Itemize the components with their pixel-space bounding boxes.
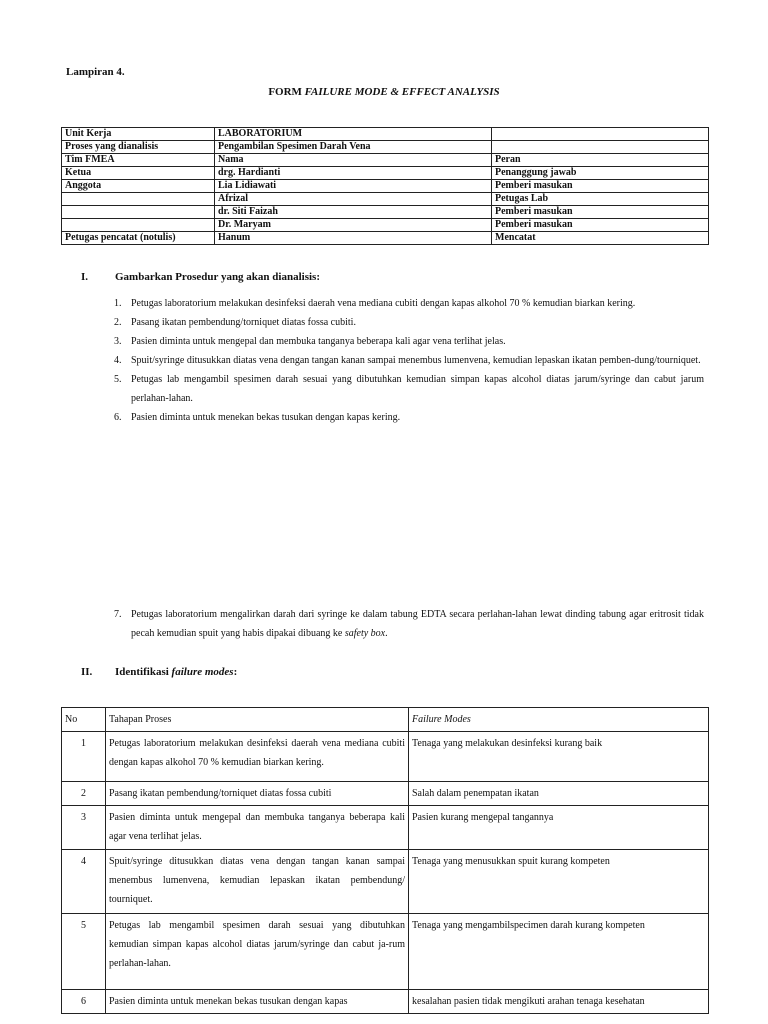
table-cell-no: 1 bbox=[62, 732, 106, 782]
table-cell-no: 5 bbox=[62, 914, 106, 990]
table-cell-proc: Pasien diminta untuk mengepal dan membuka tanganya beberapa kali agar vena terlihat jelas. bbox=[106, 806, 409, 850]
table-row bbox=[62, 193, 709, 206]
step-text: Pasien diminta untuk menekan bekas tusukan dengan kapas kering. bbox=[131, 412, 401, 423]
table-row bbox=[62, 782, 709, 806]
table-cell: Lia Lidiawati bbox=[215, 180, 492, 193]
table-row bbox=[62, 206, 709, 219]
list-item bbox=[114, 605, 704, 643]
list-item bbox=[114, 408, 704, 427]
list-item bbox=[114, 294, 704, 313]
header-proc: Tahapan Proses bbox=[106, 708, 409, 732]
table-cell: Anggota bbox=[62, 180, 215, 193]
list-item bbox=[114, 332, 704, 351]
table-cell-proc: Pasien diminta untuk menekan bekas tusukan dengan kapas bbox=[106, 990, 409, 1014]
step-text: Petugas laboratorium melakukan desinfeksi daerah vena mediana cubiti dengan kapas alkohol 70 % kemudian biarkan kering. bbox=[131, 298, 636, 309]
table-cell: LABORATORIUM bbox=[215, 128, 492, 141]
table-cell-proc: Petugas laboratorium melakukan desinfeksi daerah vena mediana cubiti dengan kapas alkohol 70 % kemudian biarkan kering. bbox=[106, 732, 409, 782]
step-number: 4. bbox=[114, 355, 122, 366]
step-number: 7. bbox=[114, 609, 122, 620]
table-row bbox=[62, 732, 709, 782]
table-cell bbox=[62, 206, 215, 219]
table-cell bbox=[62, 193, 215, 206]
table-row bbox=[62, 914, 709, 990]
table-cell-no: 6 bbox=[62, 990, 106, 1014]
table-cell: Pemberi masukan bbox=[492, 180, 709, 193]
table-row bbox=[62, 154, 709, 167]
step-number: 6. bbox=[114, 412, 122, 423]
list-item bbox=[114, 370, 704, 408]
table-cell-no: 4 bbox=[62, 850, 106, 914]
step-number: 5. bbox=[114, 374, 122, 385]
table-row bbox=[62, 141, 709, 154]
section-2-number: II. bbox=[81, 666, 93, 678]
step-text: Pasang ikatan pembendung/torniquet diatas fossa cubiti. bbox=[131, 317, 356, 328]
table-cell-fm: Salah dalam penempatan ikatan bbox=[409, 782, 709, 806]
table-row bbox=[62, 180, 709, 193]
table-header-row bbox=[62, 708, 709, 732]
step-text-end: . bbox=[385, 628, 388, 639]
table-cell: dr. Siti Faizah bbox=[215, 206, 492, 219]
form-title bbox=[0, 86, 768, 98]
table-cell-fm: Pasien kurang mengepal tangannya bbox=[409, 806, 709, 850]
table-cell: Pengambilan Spesimen Darah Vena bbox=[215, 141, 492, 154]
table-cell-proc: Spuit/syringe ditusukkan diatas vena dengan tangan kanan sampai menembus lumenvena, kemudian lepaskan ikatan pembendung/ tourniquet. bbox=[106, 850, 409, 914]
section-2-title-italic: failure modes bbox=[171, 666, 234, 678]
table-cell: Proses yang dianalisis bbox=[62, 141, 215, 154]
table-cell: drg. Hardianti bbox=[215, 167, 492, 180]
header-fm-italic: Failure Modes bbox=[412, 714, 471, 725]
table-cell-no: 2 bbox=[62, 782, 106, 806]
table-row bbox=[62, 850, 709, 914]
step-text: Petugas lab mengambil spesimen darah sesuai yang dibutuhkan kemudian simpan kapas alcohol diatas jarum/syringe dan cabut jarum perlahan-lahan. bbox=[131, 374, 704, 404]
table-cell-fm: Tenaga yang melakukan desinfeksi kurang baik bbox=[409, 732, 709, 782]
step-text: Pasien diminta untuk mengepal dan membuka tanganya beberapa kali agar vena terlihat jelas. bbox=[131, 336, 506, 347]
list-item bbox=[114, 313, 704, 332]
table-cell-proc: Petugas lab mengambil spesimen darah sesuai yang dibutuhkan kemudian simpan kapas alcohol diatas jarum/syringe dan cabut ja-rum perlahan-lahan. bbox=[106, 914, 409, 990]
table-row bbox=[62, 806, 709, 850]
table-cell: Petugas pencatat (notulis) bbox=[62, 232, 215, 245]
failure-modes-table bbox=[61, 707, 709, 1014]
table-cell bbox=[62, 219, 215, 232]
step-number: 1. bbox=[114, 298, 122, 309]
table-row bbox=[62, 219, 709, 232]
list-item bbox=[114, 351, 704, 370]
table-row bbox=[62, 167, 709, 180]
table-cell bbox=[492, 128, 709, 141]
section-2-title-end: : bbox=[233, 666, 238, 678]
table-cell: Pemberi masukan bbox=[492, 206, 709, 219]
table-cell: Ketua bbox=[62, 167, 215, 180]
table-cell: Peran bbox=[492, 154, 709, 167]
table-cell-fm: kesalahan pasien tidak mengikuti arahan tenaga kesehatan bbox=[409, 990, 709, 1014]
lampiran-label: Lampiran 4. bbox=[66, 66, 125, 78]
header-no: No bbox=[62, 708, 106, 732]
table-cell: Dr. Maryam bbox=[215, 219, 492, 232]
section-2-title bbox=[115, 666, 237, 678]
table-cell: Afrizal bbox=[215, 193, 492, 206]
table-cell-fm: Tenaga yang mengambilspecimen darah kurang kompeten bbox=[409, 914, 709, 990]
section-1-title: Gambarkan Prosedur yang akan dianalisis: bbox=[115, 271, 320, 283]
table-cell: Nama bbox=[215, 154, 492, 167]
form-title-italic: FAILURE MODE & EFFECT ANALYSIS bbox=[304, 86, 500, 98]
section-1-number: I. bbox=[81, 271, 89, 283]
table-row bbox=[62, 128, 709, 141]
procedure-steps bbox=[114, 294, 704, 427]
procedure-steps-continued bbox=[114, 605, 704, 643]
table-cell: Mencatat bbox=[492, 232, 709, 245]
table-cell: Penanggung jawab bbox=[492, 167, 709, 180]
section-2-title-prefix: Identifikasi bbox=[115, 666, 169, 678]
step-text-italic: safety box bbox=[344, 628, 386, 639]
table-cell: Petugas Lab bbox=[492, 193, 709, 206]
table-cell-no: 3 bbox=[62, 806, 106, 850]
form-title-prefix: FORM bbox=[268, 86, 302, 98]
header-fm bbox=[409, 708, 709, 732]
table-cell: Unit Kerja bbox=[62, 128, 215, 141]
step-text: Petugas laboratorium mengalirkan darah dari syringe ke dalam tabung EDTA secara perlahan-lahan lewat dinding tabung agar eritrosit tidak pecah kemudian spuit yang habis dipakai dibuang ke bbox=[131, 609, 704, 639]
table-cell-fm: Tenaga yang menusukkan spuit kurang kompeten bbox=[409, 850, 709, 914]
step-number: 3. bbox=[114, 336, 122, 347]
table-row bbox=[62, 232, 709, 245]
step-text: Spuit/syringe ditusukkan diatas vena dengan tangan kanan sampai menembus lumenvena, kemudian lepaskan ikatan pemben-dung/tourniquet. bbox=[131, 355, 701, 366]
step-number: 2. bbox=[114, 317, 122, 328]
table-cell: Hanum bbox=[215, 232, 492, 245]
table-row bbox=[62, 990, 709, 1014]
table-cell: Tim FMEA bbox=[62, 154, 215, 167]
table-cell-proc: Pasang ikatan pembendung/torniquet diatas fossa cubiti bbox=[106, 782, 409, 806]
fmea-info-table bbox=[61, 127, 709, 245]
table-cell bbox=[492, 141, 709, 154]
table-cell: Pemberi masukan bbox=[492, 219, 709, 232]
